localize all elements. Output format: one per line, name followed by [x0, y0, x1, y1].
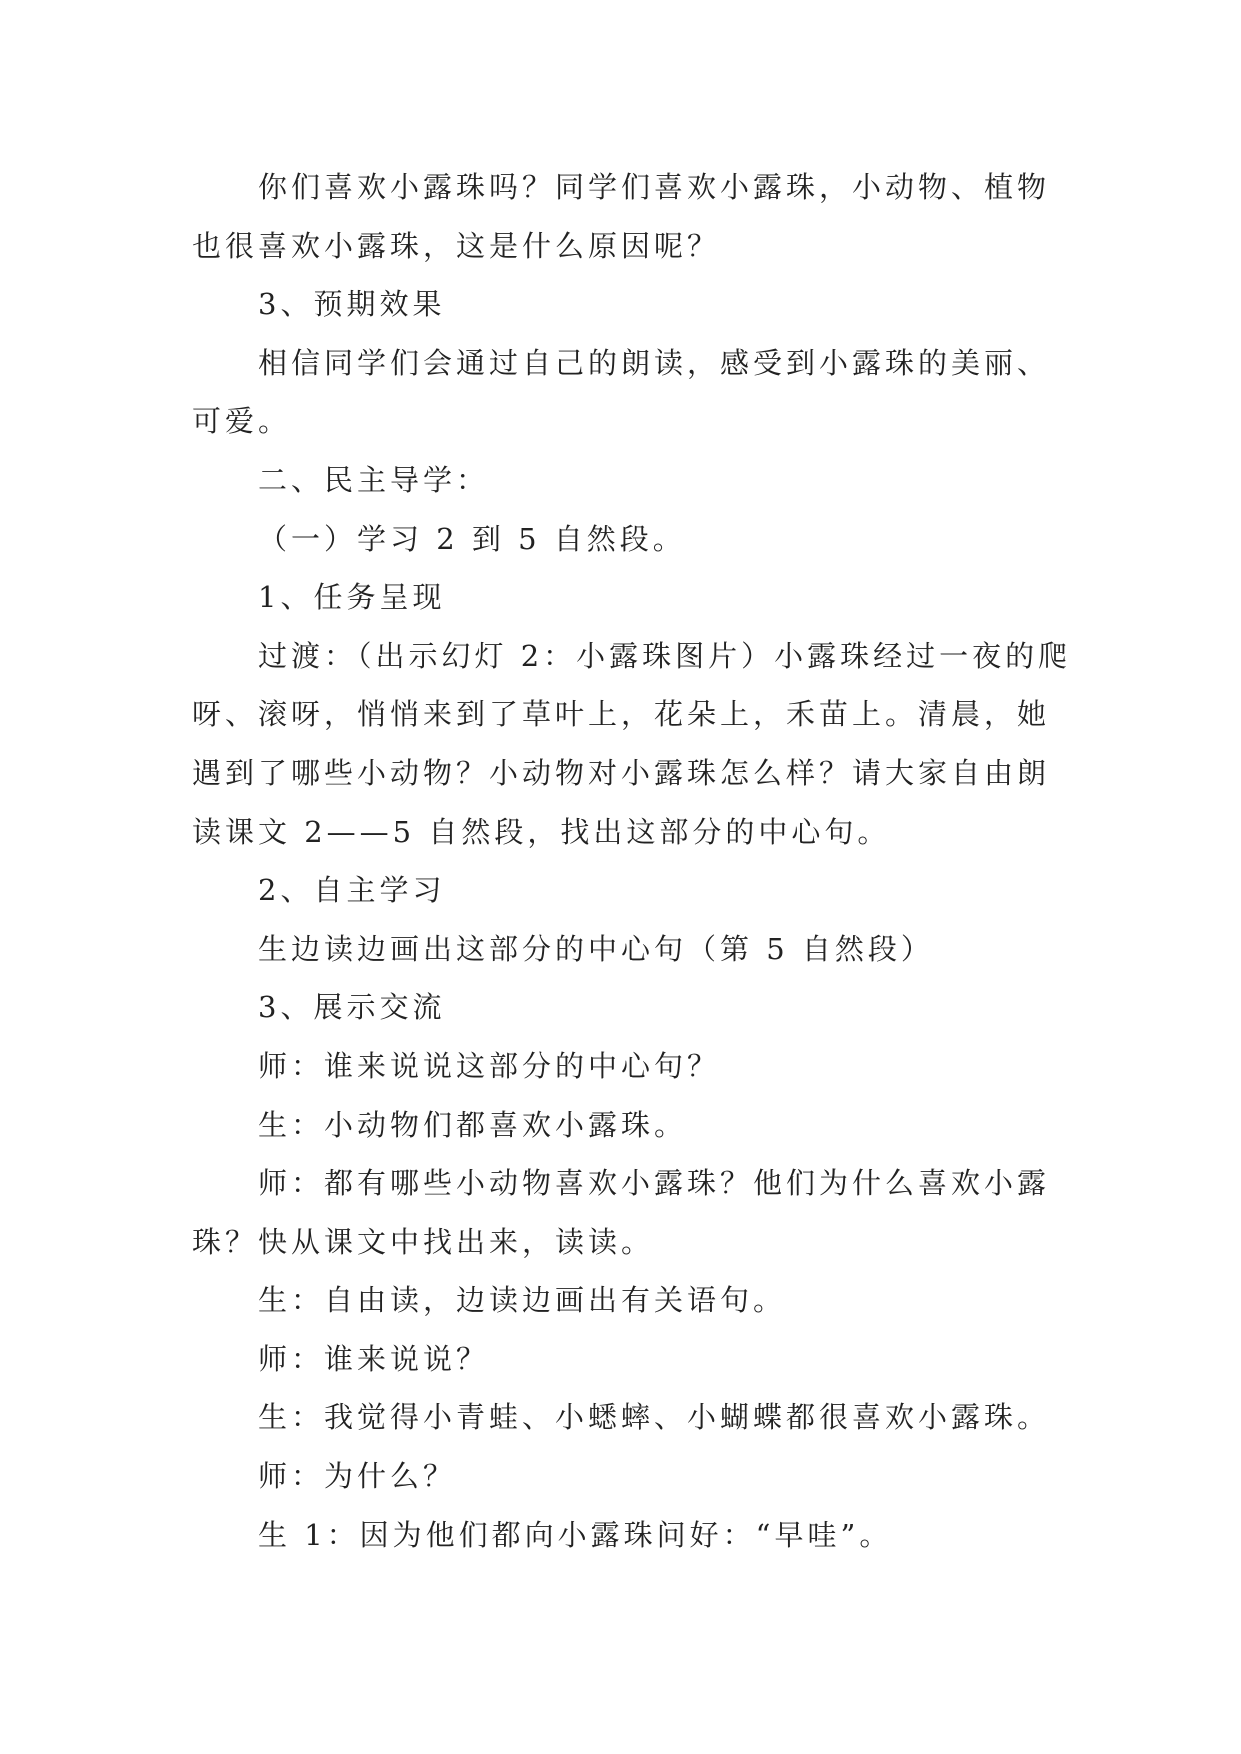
dialogue-line: 师：都有哪些小动物喜欢小露珠？他们为什么喜欢小露珠？快从课文中找出来，读读。	[192, 1166, 1051, 1259]
dialogue-line: 师：谁来说说？	[258, 1341, 490, 1376]
dialogue-line: 师：谁来说说这部分的中心句？	[258, 1048, 721, 1083]
section-heading: （一）学习 2 到 5 自然段。	[258, 521, 686, 556]
paragraph: 你们喜欢小露珠吗？同学们喜欢小露珠，小动物、植物也很喜欢小露珠，这是什么原因呢？	[192, 170, 1051, 263]
document-body	[192, 158, 1072, 1564]
section-heading: 3、展示交流	[258, 990, 446, 1025]
paragraph: 生边读边画出这部分的中心句（第 5 自然段）	[258, 931, 934, 966]
dialogue-line: 生：小动物们都喜欢小露珠。	[258, 1107, 688, 1142]
dialogue-line: 生 1：因为他们都向小露珠问好：“早哇”。	[258, 1517, 893, 1552]
dialogue-line: 生：自由读，边读边画出有关语句。	[258, 1283, 787, 1318]
section-heading: 1、任务呈现	[258, 580, 446, 615]
paragraph: 过渡：（出示幻灯 2：小露珠图片）小露珠经过一夜的爬呀、滚呀，悄悄来到了草叶上，花朵上，禾苗上。清晨，她遇到了哪些小动物？小动物对小露珠怎么样？请大家自由朗读课文 2——5 自然段，找出这部分的中心句。	[192, 638, 1072, 849]
dialogue-line: 生：我觉得小青蛙、小蟋蟀、小蝴蝶都很喜欢小露珠。	[258, 1400, 1051, 1435]
section-heading: 3、预期效果	[258, 287, 446, 322]
section-heading: 2、自主学习	[258, 873, 446, 908]
section-heading: 二、民主导学：	[258, 462, 490, 497]
paragraph: 相信同学们会通过自己的朗读，感受到小露珠的美丽、可爱。	[192, 345, 1051, 439]
dialogue-line: 师：为什么？	[258, 1459, 457, 1494]
